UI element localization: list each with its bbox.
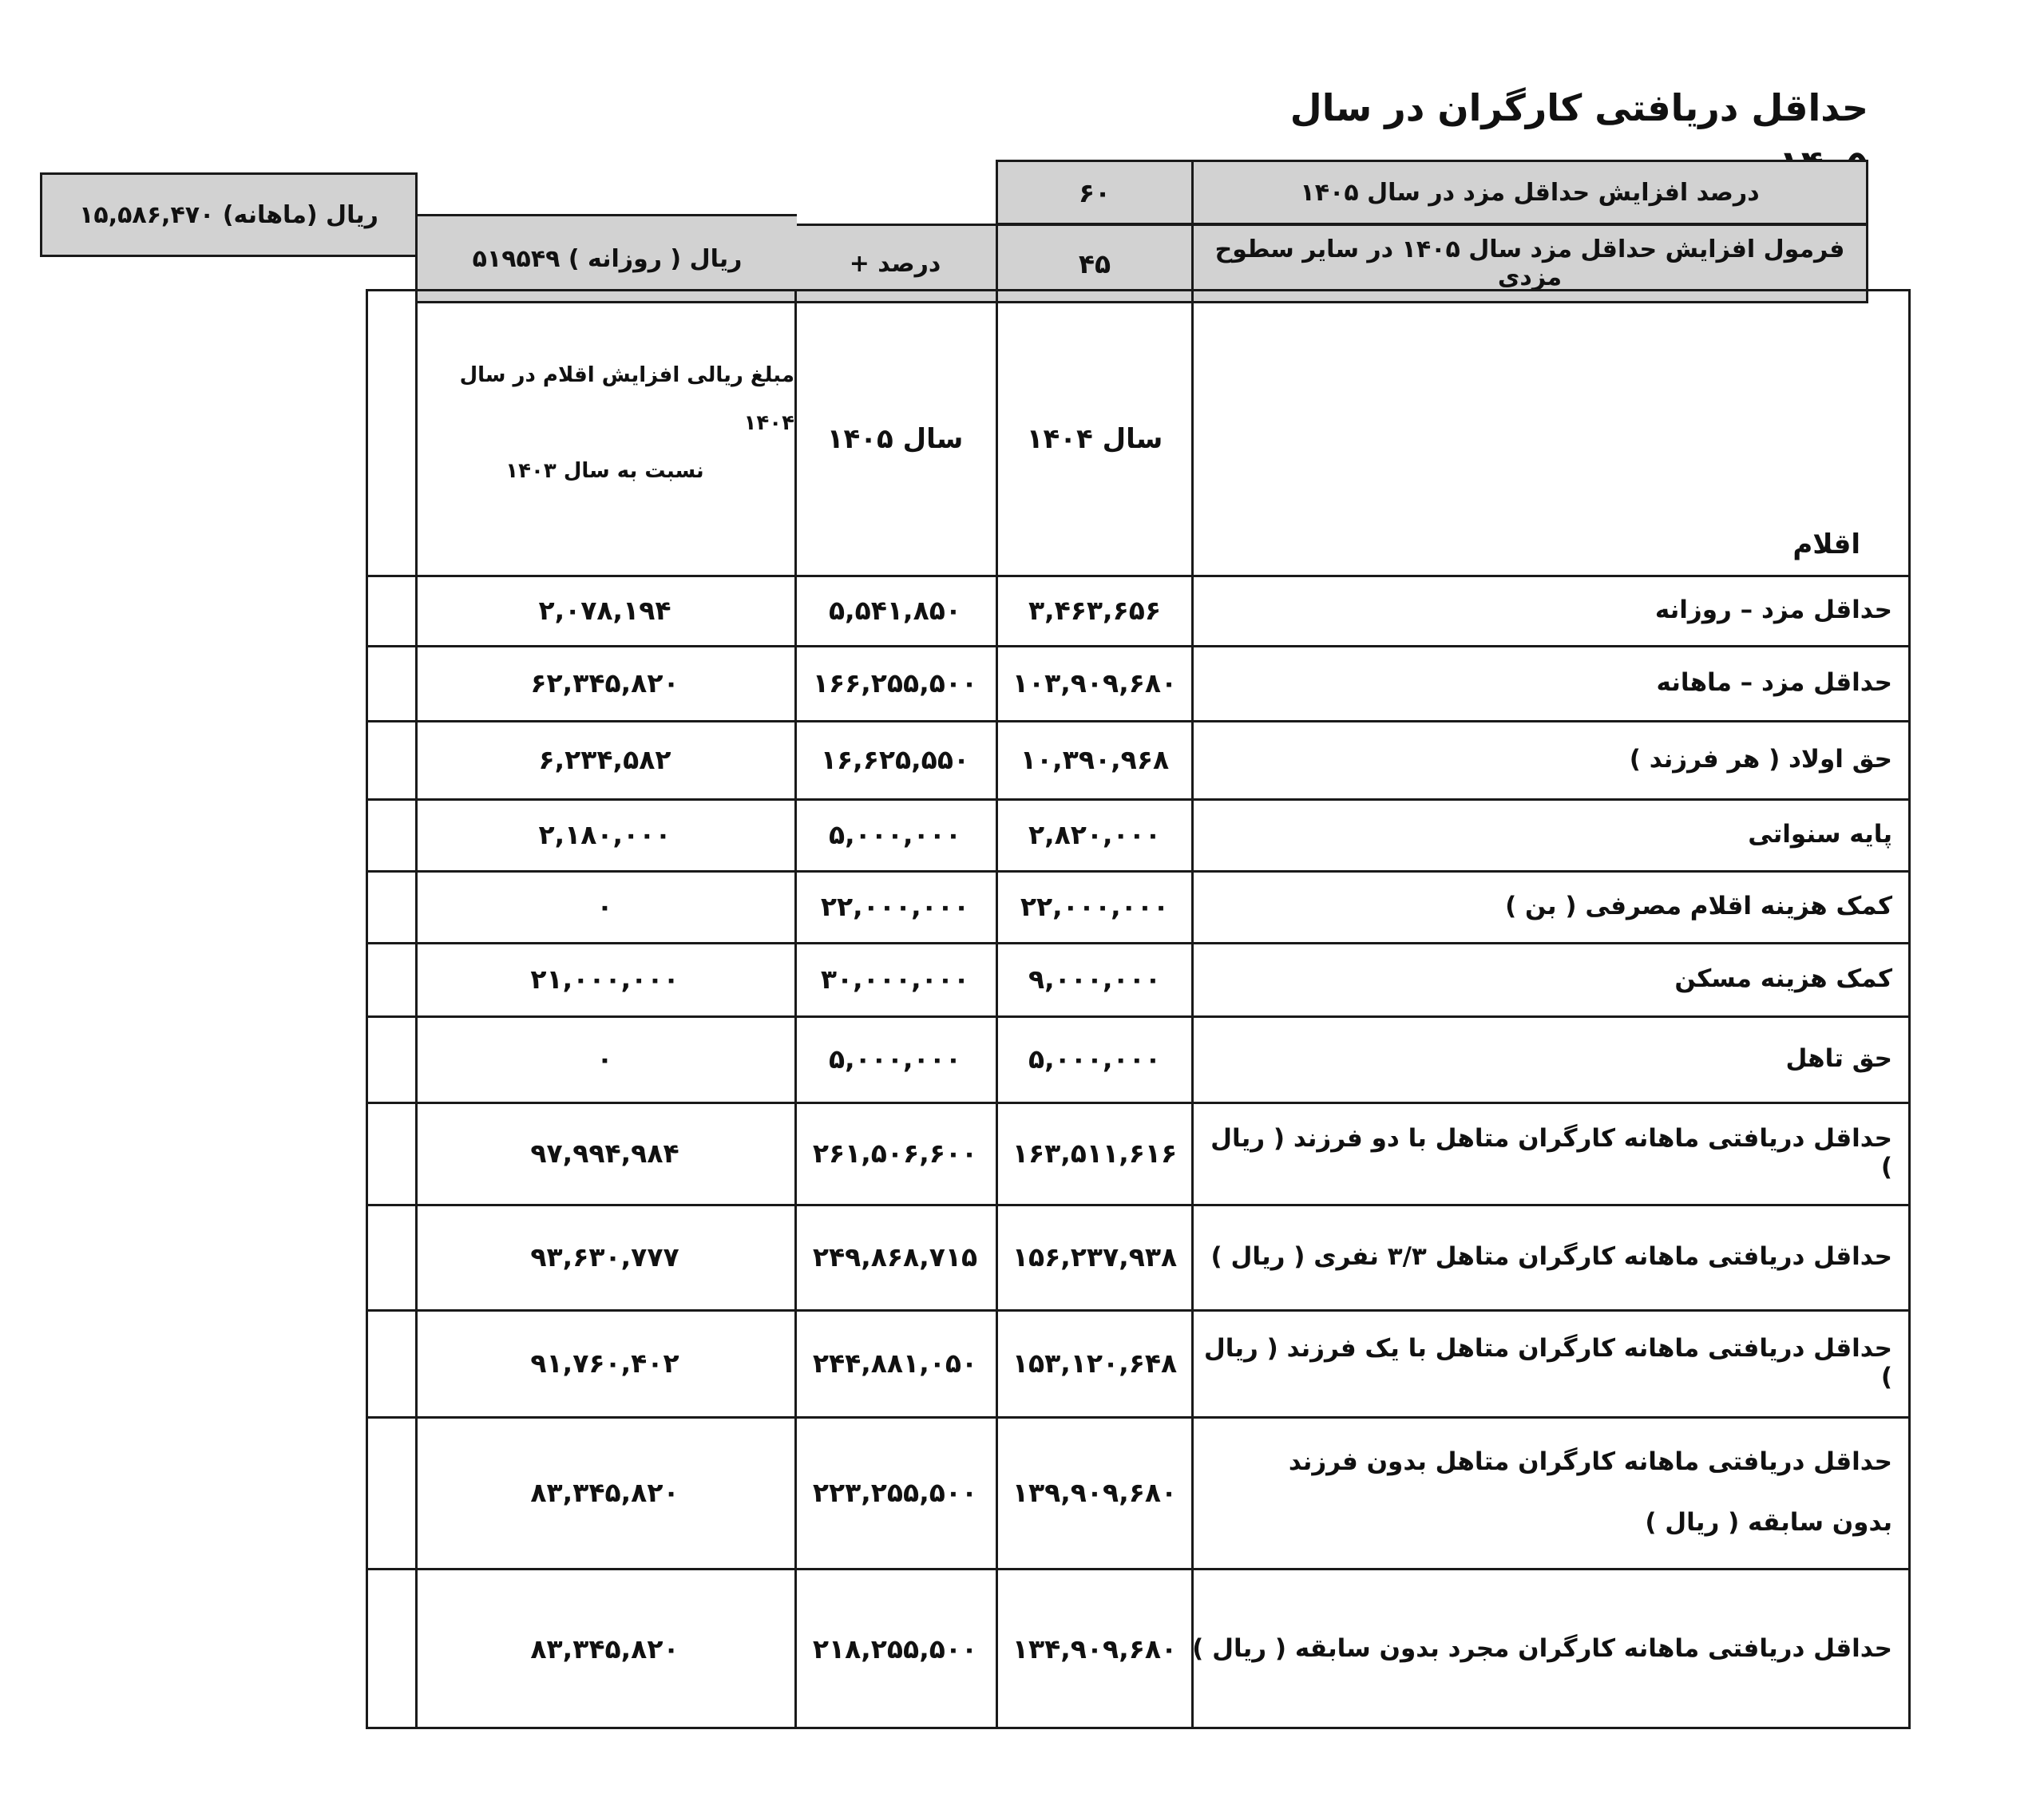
row-value-1404 <box>996 1015 1194 1102</box>
column-increase-line2: نسبت به سال ۱۴۰۳ <box>505 459 704 483</box>
formula-label: فرمول افزایش حداقل مزد سال ۱۴۰۵ در سایر سطوح مزدی <box>1214 236 1845 291</box>
row-value-1405-text: ۱۶۶,۲۵۵,۵۰۰ <box>812 667 978 699</box>
row-value-diff <box>415 575 794 645</box>
increase-value-cell <box>996 160 1194 225</box>
column-1405-label: سال ۱۴۰۵ <box>826 423 964 455</box>
row-value-1405 <box>794 1309 996 1416</box>
row-value-1405 <box>794 942 996 1015</box>
row-value-1405 <box>794 1102 996 1204</box>
row-value-1404-text: ۵,۰۰۰,۰۰۰ <box>1028 1043 1162 1075</box>
row-value-diff-text: ۹۷,۹۹۴,۹۸۴ <box>530 1137 679 1169</box>
row-value-1404-text: ۱۰,۳۹۰,۹۶۸ <box>1020 743 1170 775</box>
row-label <box>1191 575 1910 645</box>
row-value-1404 <box>996 1568 1194 1729</box>
row-label <box>1191 1416 1910 1568</box>
row-label-text: حداقل دریافتی ماهانه کارگران متاهل با دو فرزند ( ریال ) <box>1210 1124 1892 1182</box>
row-label <box>1191 645 1910 720</box>
row-label-text: حداقل مزد – ماهانه <box>1656 668 1892 697</box>
row-label <box>1191 1102 1910 1204</box>
formula-daily: ریال ( روزانه ) ۵۱۹۵۴۹ <box>472 244 743 273</box>
formula-percent: ۴۵ <box>1078 247 1111 279</box>
row-value-1405-text: ۱۶,۶۲۵,۵۵۰ <box>820 743 970 775</box>
row-value-1404-text: ۱۳۹,۹۰۹,۶۸۰ <box>1012 1476 1178 1508</box>
row-value-diff-text: ۹۱,۷۶۰,۴۰۲ <box>530 1347 679 1379</box>
row-value-diff-text: ۰ <box>596 1043 613 1075</box>
row-value-1404 <box>996 1416 1194 1568</box>
row-label <box>1191 1015 1910 1102</box>
row-value-1405 <box>794 798 996 870</box>
row-value-1405 <box>794 1204 996 1309</box>
page-title: حداقل دریافتی کارگران در سال <box>1289 86 1868 129</box>
row-value-diff-text: ۰ <box>596 890 613 922</box>
column-items-label: اقلام <box>1792 528 1860 560</box>
row-value-1405-text: ۲۲,۰۰۰,۰۰۰ <box>820 890 970 922</box>
row-value-diff-text: ۸۳,۳۴۵,۸۲۰ <box>530 1476 679 1508</box>
row-value-1404-text: ۱۵۶,۲۳۷,۹۳۸ <box>1012 1241 1178 1273</box>
formula-monthly: ریال (ماهانه) ۱۵,۵۸۶,۴۷۰ <box>79 200 378 229</box>
row-label-text: کمک هزینه مسکن <box>1674 964 1892 993</box>
row-value-diff <box>415 645 794 720</box>
row-label-text: حداقل دریافتی ماهانه کارگران مجرد بدون سابقه ( ریال ) <box>1192 1634 1892 1663</box>
row-value-diff-text: ۲,۱۸۰,۰۰۰ <box>538 818 671 850</box>
row-value-1405 <box>794 645 996 720</box>
row-value-diff <box>415 942 794 1015</box>
increase-value: ۶۰ <box>1078 176 1111 208</box>
row-value-1405-text: ۲۴۹,۸۶۸,۷۱۵ <box>812 1241 978 1273</box>
increase-label: درصد افزایش حداقل مزد در سال ۱۴۰۵ <box>1300 178 1760 207</box>
row-value-1404 <box>996 870 1194 942</box>
row-label <box>1191 720 1910 798</box>
row-value-diff <box>415 1015 794 1102</box>
increase-label-cell <box>1191 160 1868 225</box>
row-value-diff-text: ۶,۲۳۴,۵۸۲ <box>538 743 671 775</box>
row-value-1404 <box>996 1102 1194 1204</box>
row-value-diff <box>415 870 794 942</box>
row-value-1404-text: ۳,۴۶۳,۶۵۶ <box>1028 594 1162 626</box>
row-label <box>1191 1568 1910 1729</box>
formula-monthly-cell <box>40 172 418 257</box>
column-header-items <box>1191 303 1860 575</box>
row-label-text: پایه سنواتی <box>1748 820 1892 849</box>
row-label-text: حق اولاد ( هر فرزند ) <box>1629 745 1892 774</box>
row-value-1405 <box>794 1568 996 1729</box>
row-label-text: حداقل دریافتی ماهانه کارگران متاهل ۳/۳ نفری ( ریال ) <box>1210 1242 1892 1271</box>
row-value-1405-text: ۳۰,۰۰۰,۰۰۰ <box>820 963 970 995</box>
column-increase-line1: مبلغ ریالی افزایش اقلام در سال ۱۴۰۴ <box>459 363 794 435</box>
row-value-1405 <box>794 870 996 942</box>
row-value-1405 <box>794 1015 996 1102</box>
row-value-diff <box>415 1416 794 1568</box>
row-value-1404 <box>996 645 1194 720</box>
row-value-diff-text: ۹۳,۶۳۰,۷۷۷ <box>530 1241 679 1273</box>
row-value-1404-text: ۱۰۳,۹۰۹,۶۸۰ <box>1012 667 1178 699</box>
row-value-diff-text: ۶۲,۳۴۵,۸۲۰ <box>530 667 679 699</box>
row-value-1404 <box>996 575 1194 645</box>
row-value-diff <box>415 720 794 798</box>
row-label <box>1191 1309 1910 1416</box>
row-value-1405-text: ۵,۰۰۰,۰۰۰ <box>828 818 962 850</box>
row-value-1404-text: ۲۲,۰۰۰,۰۰۰ <box>1020 890 1170 922</box>
column-header-1404 <box>996 303 1194 575</box>
row-value-1405 <box>794 720 996 798</box>
row-value-1405-text: ۲۶۱,۵۰۶,۶۰۰ <box>812 1137 978 1169</box>
row-value-1405 <box>794 1416 996 1568</box>
row-value-diff <box>415 798 794 870</box>
row-value-1405-text: ۵,۵۴۱,۸۵۰ <box>828 594 962 626</box>
row-value-1405-text: ۲۲۳,۲۵۵,۵۰۰ <box>812 1476 978 1508</box>
row-value-diff-text: ۲,۰۷۸,۱۹۴ <box>538 594 671 626</box>
column-header-1405 <box>794 303 996 575</box>
column-header-increase <box>415 343 794 503</box>
row-value-1405-text: ۵,۰۰۰,۰۰۰ <box>828 1043 962 1075</box>
row-value-1404-text: ۹,۰۰۰,۰۰۰ <box>1028 963 1162 995</box>
row-label-text: حق تاهل <box>1785 1044 1892 1073</box>
row-label <box>1191 870 1910 942</box>
row-label-text: حداقل دریافتی ماهانه کارگران متاهل بدون فرزند <box>1288 1447 1892 1476</box>
row-label <box>1191 1204 1910 1309</box>
row-value-diff <box>415 1568 794 1729</box>
row-value-1405 <box>794 575 996 645</box>
row-value-diff <box>415 1204 794 1309</box>
row-value-1405-text: ۲۴۴,۸۸۱,۰۵۰ <box>812 1347 978 1379</box>
row-value-diff <box>415 1309 794 1416</box>
row-value-1404-text: ۱۳۴,۹۰۹,۶۸۰ <box>1012 1633 1178 1665</box>
column-1404-label: سال ۱۴۰۴ <box>1026 423 1163 455</box>
row-label-text: حداقل دریافتی ماهانه کارگران متاهل با یک فرزند ( ریال ) <box>1203 1334 1892 1391</box>
row-value-1404-text: ۲,۸۲۰,۰۰۰ <box>1028 818 1162 850</box>
row-value-diff <box>415 1102 794 1204</box>
row-value-diff-text: ۲۱,۰۰۰,۰۰۰ <box>530 963 679 995</box>
row-value-1404 <box>996 720 1194 798</box>
row-value-1404 <box>996 1204 1194 1309</box>
row-label <box>1191 942 1910 1015</box>
row-value-1404-text: ۱۵۳,۱۲۰,۶۴۸ <box>1012 1347 1178 1379</box>
row-label-text: کمک هزینه اقلام مصرفی ( بن ) <box>1505 892 1892 920</box>
formula-percent-suffix: درصد + <box>849 249 941 278</box>
row-label-text: حداقل مزد – روزانه <box>1654 596 1892 624</box>
row-value-1404 <box>996 798 1194 870</box>
row-label <box>1191 798 1910 870</box>
row-value-1404 <box>996 942 1194 1015</box>
row-value-diff-text: ۸۳,۳۴۵,۸۲۰ <box>530 1633 679 1665</box>
row-label-line2: بدون سابقه ( ریال ) <box>1645 1508 1892 1537</box>
row-value-1405-text: ۲۱۸,۲۵۵,۵۰۰ <box>812 1633 978 1665</box>
row-value-1404-text: ۱۶۳,۵۱۱,۶۱۶ <box>1012 1137 1178 1169</box>
row-value-1404 <box>996 1309 1194 1416</box>
